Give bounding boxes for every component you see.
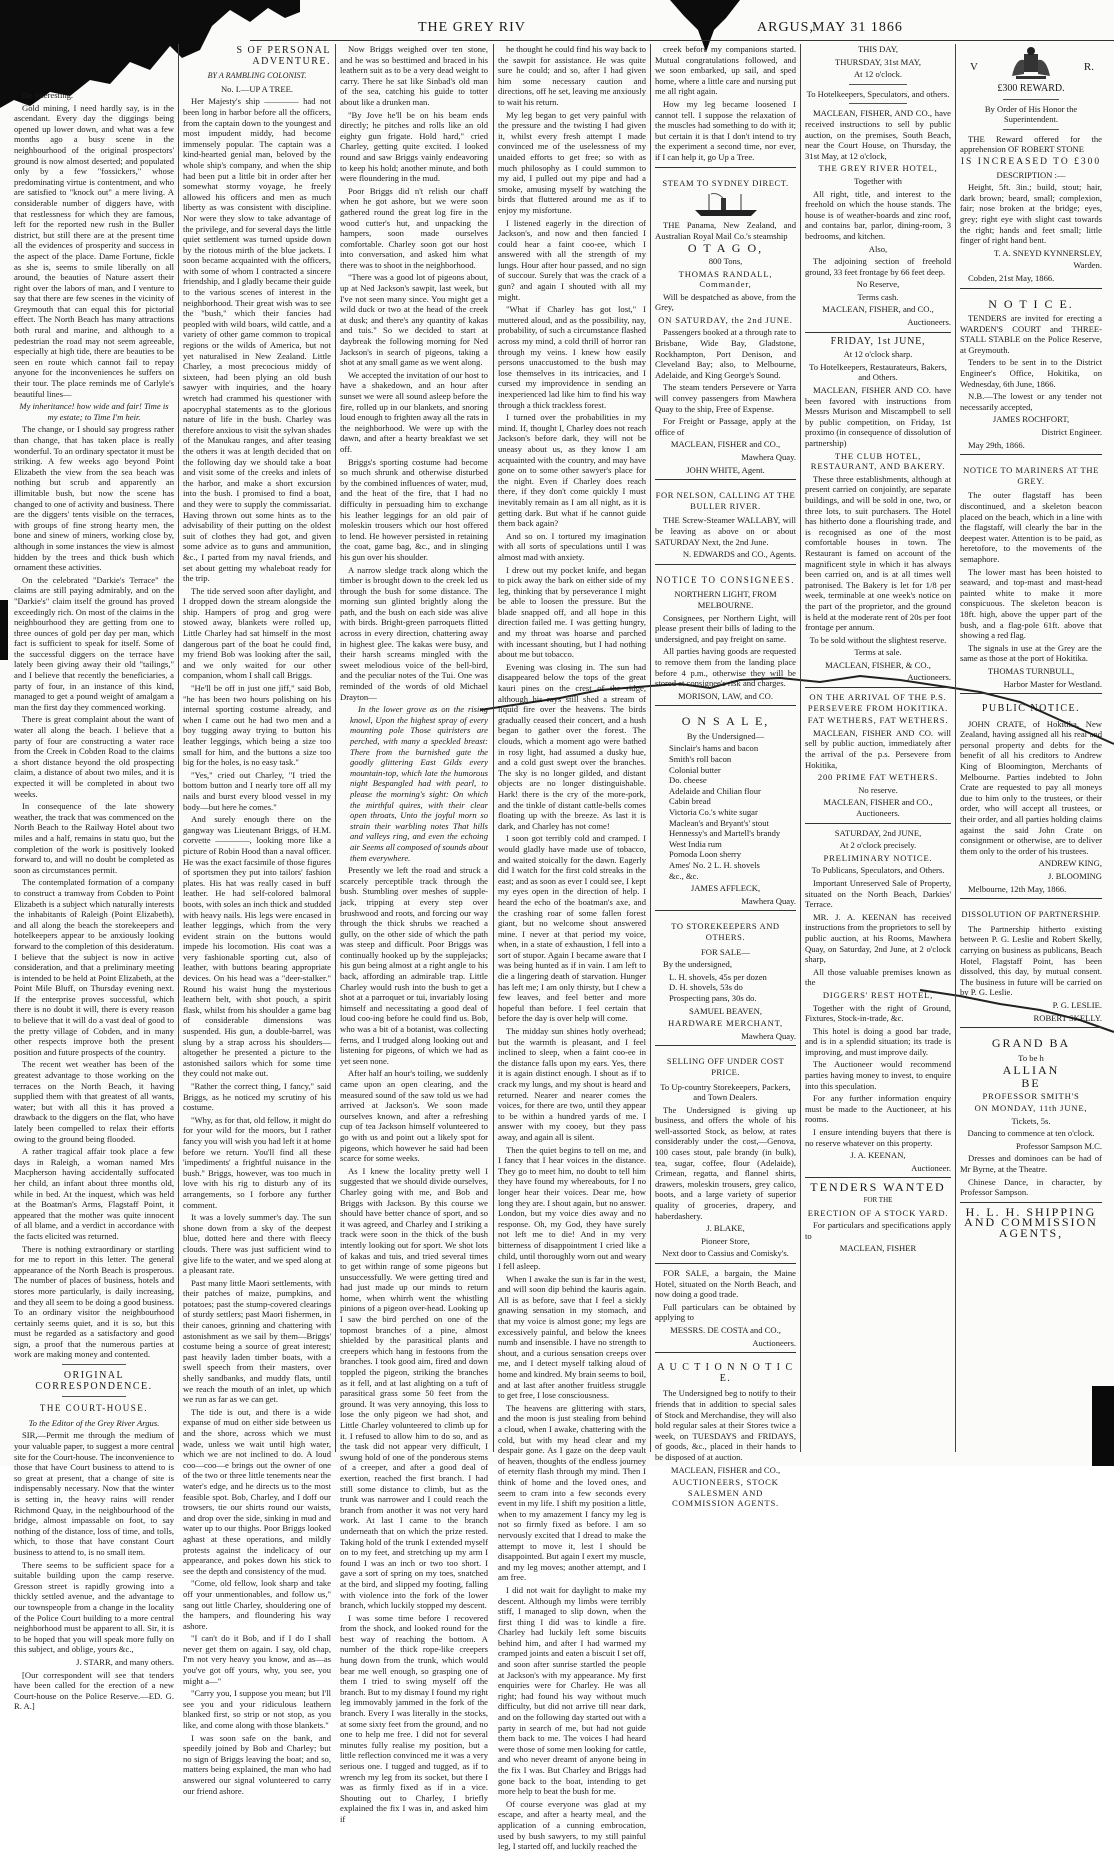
article-paragraph: "There was a good lot of pigeons about, up at Ned Jackson's sawpit, last week, but I've not seen many since. You might get a wild duck or two at the head of the creek at dusk; and there's any quantity of kakas and tuis." So we decided to start at daybreak the following morning for Ned Jackson's in search of pigeons, taking a shot at any small game as we went along. xyxy=(340,272,488,368)
article-paragraph: The recent wet weather has been of the greatest advantage to those working on the terraces on the North Beach, it having supplied them with that greatest of all wants, water; but with all this it has proved a drawback to the diggers on the flat, who have lately been compelled to relax their efforts owing to the ground being flooded. xyxy=(14,1059,174,1144)
article-paragraph: I did not wait for daylight to make my descent. Although my limbs were terribly stiff, I managed to slip down, when the first thing I did was to kindle a fire. Charley had luckily left some biscuits behind him, and after I had warmed my cramped joints and eaten a biscuit I set off, and soon after sunrise startled the people at Jackson's with my appearance. My first enquiries were for Charley. He was all right; had found his way without much difficulty, but did not arrive till near dark, and on the following day started out with a party in search of me, but had not guide them back to me. The voices I had heard were those of some men looking for cattle, and who never dreamt of anyone being in the fix I was. But Charley and Briggs had gone back to the boat, intending to get more help to beat the bush for me. xyxy=(498,1584,646,1797)
ad-text: ERECTION OF A STOCK YARD. xyxy=(807,1207,949,1218)
ad-signature: JOHN WHITE, Agent. xyxy=(686,464,765,475)
article-paragraph: I drew out my pocket knife, and began to pick away the bark on either side of my leg, thinking that by perseverance I might be able to loosen the pressure. But the blade snapped off, and all hope in this direction failed me. I was getting hungry, and my throat was hoarse and parched with incessant shouting, but I had nothing about me but tobacco. xyxy=(498,564,646,660)
article-paragraph: I listened eagerly in the direction of Jackson's, and now and then fancied I could hear a faint coo-ee, which I answered with all the strength of my lungs. Hour after hour passed, and no sign of succour. Surely that was the crack of a gun? and again I shouted with all my might. xyxy=(498,217,646,302)
article-paragraph: Her Majesty's ship ———— had not been long in harbor before all the officers, from the captain down to the youngest and most impudent middy, had become immensely popular. The captain was a kind-hearted genial man, beloved by the whole ship's company, and when the ship had been put a little bit in order after her somewhat stormy voyage, he freely allowed his officers and men as much liberty as was consistent with discipline. Nor were they slow to take advantage of the privilege, and for several days the little quiet settlement was turned upside down by the riotous mirth of the blue jackets. I soon became acquainted with the officers, with some of whom I contracted a sincere friendship, and I gladly became their guide to the various scenes of interest in the neighborhood. Their great wish was to see the "bush," which their fancies had peopled with wild boars, wild cattle, and a variety of other game common to tropical regions or the wilds of America, but not yet naturalised in New Zealand. Little Charley, a most precocious middy of sixteen, had been plying an old bush sawyer with inquiries, and the hoary wretch had crammed his questioner with apocryphal statements as to the glorious nature of life in the bush. Charley was therefore anxious to visit the sylvan shades of the Manukau ranges, and after teasing the others it was at length decided that on the following day we should take a boat and visit some of the creeks and inlets of the harbor, and make a short excursion into the bush. I promised to find a boat, and they were to supply the commissariat. Having thrown out some hints as to the advisability of their putting on the oldest suit of clothes they had got, and given some advice as to guns and ammunition, &c., I parted from my naval friends, and set about getting my whaleboat ready for the trip. xyxy=(183,96,331,584)
separator xyxy=(849,103,907,104)
ad-heading: TENDERS WANTED xyxy=(810,1180,946,1195)
ad-subheading: FOR SALE— xyxy=(701,946,750,957)
ad-signature: ANDREW KING, xyxy=(1038,858,1102,869)
ad-text: For particulars and specifications apply to xyxy=(805,1220,951,1241)
article-paragraph: My leg began to get very painful with the pressure and the twisting I had given it, whilst every fresh attempt I made convinced me of the uselessness of my unaided efforts to get free; so with as much philosophy as I could summon to my aid, I pulled out my pipe and had a smoke, amusing myself by watching the birds that fluttered around me as if to enjoy my misfortune. xyxy=(498,109,646,215)
ad-text: MR. J. A. KEENAN has received instructions from the proprietors to sell by public auction, at his Rooms, Mawhera Quay, on Saturday, 2nd June, at 2 o'clock sharp, xyxy=(805,911,951,965)
ad-text: For Freight or Passage, apply at the office of xyxy=(655,416,796,437)
ad-text: For any further information enquiry must be made to the Auctioneer, at his rooms. xyxy=(805,1093,951,1125)
ad-text: Consignees, per Northern Light, will please present their bills of lading to the undersigned, and pay freight on same. xyxy=(655,612,796,644)
crest-letter-left: V xyxy=(970,61,978,73)
list-item: L. H. shovels, 45s per dozen xyxy=(669,971,767,982)
ad-signature: P. G. LESLIE. xyxy=(1052,999,1102,1010)
ad-signature: SAMUEL BEAVEN, xyxy=(688,1005,763,1016)
ad-text: The Partnership hitherto existing between P. G. Leslie and Robert Skelly, carrying on business as publicans, Beach Hotel, Flagstaff Point, has been dissolved, this day, by mutual consent. The business in future will be carried on by P. G. Leslie. xyxy=(960,923,1102,998)
ad-text: N.B.—The lowest or any tender not necessarily accepted, xyxy=(960,391,1102,412)
ad-signature: Auctioneers. xyxy=(907,317,951,328)
ad-text: Chinese Dance, in character, by Professor Sampson. xyxy=(960,1176,1102,1198)
ad-signature: Mawhera Quay. xyxy=(741,452,796,462)
article-paragraph: Gold mining, I need hardly say, is in the ascendant. Every day the diggings being opened up lower down, and what was a few months ago a busy scene in the neighbourhood of the original prospectors' ground is now almost deserted; and populated only by a few "fossickers," whose predominating virtue is contentment, and who are satisfied to "knock out" a mere living. A considerable number of diggers have, with that restlessness for which they are famous, left for the reported new rush in the Buller district, but still there are at the present time all the evidences of prosperity and success in the aspect of the place. Dame Fortune, fickle as she is, seems to smile liberally on all around, the beauties of Nature assert their right over the labors of man, and I venture to say that there are few scenes in the vicinity of Greymouth that can equal this for pictorial effect. The North Beach has many attractions both rural and marine, and although to a pedestrian the road may not seem agreeable, especially at high tide, there are beauties to be seen en route which cannot fail to repay anyone for the inconveniences he suffers on their tour. The place reminds me of Carlyle's beautiful lines— xyxy=(14,102,174,399)
ad-text: All parties having goods are requested to remove them from the landing place before 4 p.m., otherwise they will be stored at consignee's risk and charges. xyxy=(655,646,796,689)
ad-text: Tenders to be sent in to the District Engineer's Office, Hokitika, on Wednesday, 6th June, 1866. xyxy=(960,357,1102,389)
ad-text: May 29th, 1866. xyxy=(968,439,1025,450)
article-heading: S OF PERSONAL ADVENTURE. xyxy=(236,45,331,67)
article-paragraph: "By Jove he'll be on his beam ends directly; he pitches and rolls like an old eighty gun frigate. Hold hard," cried Charley, getting quite excited. I looked round and saw Briggs vainly endeavoring to keep his hold; another minute, and both were floundering in the mud. xyxy=(340,109,488,184)
ad-text: Together with the right of Ground, Fixtures, Stock-in-trade, &c. xyxy=(805,1002,951,1024)
ad-text: Dancing to commence at ten o'clock. xyxy=(967,1128,1095,1139)
section-heading: ORIGINAL CORRESPONDENCE. xyxy=(35,1370,153,1392)
ad-text: The adjoining section of freehold ground, 33 feet frontage by 66 feet deep. xyxy=(805,256,951,277)
masthead-rule xyxy=(250,40,1114,41)
ad-tenders-wanted xyxy=(805,1177,951,1254)
separator xyxy=(1003,99,1060,100)
ad-text: PROFESSOR SMITH'S xyxy=(982,1090,1080,1101)
ad-heading: ON THE ARRIVAL OF THE P.S. PERSEVERE FROM HOKITIKA. xyxy=(807,692,949,713)
ad-text: The outer flagstaff has been discontinued, and a skeleton beacon placed on the beach, which in a line with the flagstaff, will clearly the bar in the deepest water. Attention is to be paid, as heretofore, to the movements of the semaphore. xyxy=(960,490,1102,564)
ad-dissolution xyxy=(960,898,1102,1023)
ad-fat-wethers xyxy=(805,687,951,819)
verse-quote: My inheritance! how wide and fair! Time is my estate; to Time I'm heir. xyxy=(19,401,169,422)
ad-text: Height, 5ft. 3in.; build, stout; hair, dark brown; beard, small; complexion, fair; nose broken at the bridge; eyes, grey; right eye with slight cast towards the right; hands and feet small; little finger of right hand bent. xyxy=(960,182,1102,246)
property-name: DIGGERS' REST HOTEL, xyxy=(822,989,934,1000)
article-paragraph: "Yes," cried out Charley, "I tried the bottom button and I nearly tore off all my nails and burst every blood vessel in my body—but here he comes." xyxy=(183,769,331,812)
column-rule xyxy=(650,44,651,1452)
article-paragraph: There is great complaint about the want of water all along the beach. I believe that a party of four are constructing a water race from the Creek in Cobden Road to the claims a short distance beyond the old prospecting claim, a distance of about two miles, and it is expected it will be completed in about two weeks. xyxy=(14,714,174,799)
article-paragraph: There is nothing extraordinary or startling for me to report in this letter. The general appearance of the North Beach is prosperous. The number of places of business, hotels and stores more particularly, is daily increasing, and they all seem to be doing a good business. To an ordinary visitor the neighbourhood certainly seems quiet, and it is so, but this must be regarded as a satisfactory and good sign, a proof that the numerous parties at work are making money and contented. xyxy=(14,1243,174,1360)
ad-text: 200 PRIME FAT WETHERS. xyxy=(817,772,939,783)
ad-signature: Mawhera Quay. xyxy=(741,895,796,906)
ad-heading: SELLING OFF UNDER COST PRICE. xyxy=(666,1056,785,1077)
royal-coat-of-arms-icon xyxy=(1006,46,1056,82)
ad-text: The signals in use at the Grey are the same as those at the port of Hokitika. xyxy=(960,642,1102,664)
article-paragraph: Presently we left the road and struck a scarcely perceptible track through the bush. Stumbling over meshes of supple-jack, tripping at every step over brushwood and roots, and forcing our way through the thick shrubs we reached a gully, on the other side of which the path was steep and difficult. Poor Briggs was continually hooked up by the supplejacks; his gun being almost at a right angle to his back, affording an admirable trap. Little Charley would rush into the bush to get a shot at a parroquet or tui, invariably losing himself and necessitating a good deal of loud coo-ing before he could find us. Bob, who was a bit of a botanist, was collecting ferns, and I trudged along looking out and listening for pigeons, of which we had as yet seen none. xyxy=(340,865,488,1066)
ad-signature: Auctioneer. xyxy=(911,1162,951,1173)
ad-signature: Mawhera Quay. xyxy=(741,1030,796,1041)
ad-notice-mariners xyxy=(960,454,1102,689)
list-item: Do. cheese xyxy=(669,775,707,786)
ad-notice-tenders xyxy=(960,288,1102,451)
ad-heading: TO STOREKEEPERS AND OTHERS. xyxy=(671,921,780,942)
article-paragraph: Then the quiet begins to tell on me, and I fancy that I hear voices in the distance. They go to meet him, no doubt to tell him they have found my whereabouts, for I no longer hear their voices. Dear me, how long they are. I shout again, but no answer. London, but my voice dies away and no response. Oh, my God, they have surely not left me to die! And in my very bitterness of disappointment I cried like a child, until thoroughly worn out and weary I fell asleep. xyxy=(498,1144,646,1272)
ad-signature: MACLEAN, FISHER and CO., xyxy=(670,1464,781,1475)
list-item: D. H. shovels, 53s do xyxy=(669,982,743,993)
separator xyxy=(62,1364,126,1365)
column-rule xyxy=(955,44,956,1452)
editor-note: [Our correspondent will see that tenders have been called for the erection of a new Court-house on the Police Reserve.—ED. G. R. A.] xyxy=(14,1669,174,1712)
article-paragraph: The heavens are glittering with stars, and the moon is just stealing from behind a cloud, when I awake, chattering with the cold, but with my head clear and my despair gone. As I gaze on the deep vault of heaven, thoughts of the endless journey of eternity flash through my mind. Then I think of home and the loved ones, and seem to cram into a few seconds every event in my life. I shift my position a little, when to my amazement I fancy my leg is not so firmly fixed as before. I am so nervously excited that I dread to make the attempt to move it, lest I should be disappointed. But again I exert my muscle, and my leg moves; another attempt, and I am free. xyxy=(498,1402,646,1583)
ad-heading: N O T I C E. xyxy=(988,296,1074,311)
ad-date: ON MONDAY, 11th JUNE, xyxy=(974,1103,1088,1114)
article-paragraph: Of course everyone was glad at my escape, and after a hearty meal, and the application of a cunning embrocation, used by bush sawyers, to my still painful leg, I started off, and luckily reached the xyxy=(498,1798,646,1852)
masthead-title-left: THE GREY RIV xyxy=(418,20,526,35)
article-paragraph: Now Briggs weighed over ten stone, and he was so besttimed and braced in his leathern suit as to be a very dead weight to carry. There he sat like Sinbad's old man of the sea, catching his guide to totter about like a drunken man. xyxy=(340,44,488,107)
ad-heading: A U C T I O N N O T I C E. xyxy=(657,1362,794,1384)
list-item: Adelaide and Chilian flour xyxy=(669,785,761,796)
ad-signature: AUCTIONEERS, STOCK SALESMEN AND COMMISSION AGENTS. xyxy=(671,1477,780,1509)
royal-crest-block xyxy=(960,44,1102,84)
ad-text: These three establishments, although at present carried on conjointly, are separate buildings, and will be sold in one, two, or three lots, to suit purchasers. The Hotel has hitherto done a flourishing trade, and is recognised as one of the most comfortable houses in town. The Restaurant is famed on account of the magnificent style in which it has always been carried on, and is at all times well patronised. The Bakery is let for 1/8 per week, terminable at one week's notice on the part of the proprietor, and the ground is held at the moderate rent of 20s per foot frontage per annum. xyxy=(805,473,951,633)
ad-for-sale-hotel xyxy=(655,1263,796,1348)
ad-signature: Harbor Master for Westland. xyxy=(1003,678,1102,689)
article-paragraph: The midday sun shines hotly overhead; but the warmth is pleasant, and I feel inclined to sleep, when a faint coo-ee in the distance falls upon my ears. Yes, there it is again distinct enough. I shout as if to crack my lungs, and my shout is heard and returned. Nearer and nearer comes the voices, for there are two, until they appear to be within a hundred yards of me. I answer with my cooey, but they pass away, and again all is silent. xyxy=(498,1026,646,1142)
ad-text: No reserve. xyxy=(858,784,898,795)
ad-consignees xyxy=(655,564,796,702)
ad-text: ALLIAN xyxy=(1002,1063,1060,1078)
ad-date: THURSDAY, 31st MAY, xyxy=(835,56,921,67)
ad-text: JOHN CRATE, of Hokitika, New Zealand, having assigned all his real and personal property and debts for the benefit of all his creditors to Andrew King of Bloomington, Merchants of Melbourne. Parties indebted to John Crate are requested to pay all moneys due to him only to the trustees, or their order, who will accept all trustees, or their order, and all parties holding claims against the said John Crate on consignment or otherwise, are to deliver them only to the order of his trustees. xyxy=(960,718,1102,856)
ad-subheading: NORTHERN LIGHT, FROM MELBOURNE. xyxy=(674,589,777,610)
separator xyxy=(62,1396,126,1397)
ad-text: Important Unreserved Sale of Property, situated on the North Beach, Darkies' Terrace. xyxy=(805,877,951,910)
sub-heading: THE COURT-HOUSE. xyxy=(39,1403,149,1414)
article-paragraph: the interesting. xyxy=(22,90,74,100)
article-paragraph: "What if Charley has got lost," I muttered aloud, and as the possibility, nay, probability, of such a circumstance flashed across my mind, a cold thrill of horror ran through my veins. I knew how easily persons unaccustomed to the bush may lose themselves in its intricacies, and I cursed my improvidence in sending an inexperienced lad like him to find his way through a thick trackless forest. xyxy=(498,304,646,410)
column-rule xyxy=(800,44,801,1452)
separator xyxy=(849,84,907,85)
article-paragraph: A narrow sledge track along which the timber is brought down to the creek led us through the bush for some distance. The morning sun glinted brightly along the path, and the bush on each side was alive with birds. Bright-green parroquets flitted across in every direction, chattering away in highest glee. The kakas were busy, and their harsh screams mingled with the sweet melodious voice of the bell-bird, and the peculiar notes of the Tui. One was reminded of the words of old Michael Drayton— xyxy=(340,564,488,702)
ad-text: To be sold without the slightest reserve. xyxy=(809,634,947,645)
ad-signature: MESSRS. DE COSTA and CO., xyxy=(670,1324,781,1335)
article-paragraph: In consequence of the late showery weather, the track that was commenced on the North Beach to the Railway Hotel about two miles and a half, remains in statu quo, but the completion of the work is positively looked forward to, and will no doubt be completed as soon as circumstances permit. xyxy=(14,801,174,875)
ad-signature: MACLEAN, FISHER, & CO., xyxy=(825,659,931,670)
ad-signature: THOMAS TURNBULL, xyxy=(987,665,1075,676)
ad-text: I ensure intending buyers that there is no reserve whatever on this property. xyxy=(805,1127,951,1148)
article-paragraph: "Rather the correct thing, I fancy," said Briggs, as he noticed my scrutiny of his costume. xyxy=(183,1081,331,1113)
ad-text: MACLEAN, FISHER, AND CO., have received instructions to sell by public auction, on the premises, South Beach, near the Court House, on Thursday, the 31st May, at 12 o'clock, xyxy=(805,108,951,161)
ad-text: This hotel is doing a good bar trade, and is in a splendid situation; its trade is improving, and must improve daily. xyxy=(805,1025,951,1057)
ad-signature: District Engineer. xyxy=(1041,427,1102,438)
ad-on-sale xyxy=(655,705,796,906)
ad-nelson xyxy=(655,479,796,560)
list-item: Maclean's and Bryant's' stout xyxy=(669,817,769,828)
ad-text: The Auctioneer would recommend parties having money to invest, to enquire into this speculation. xyxy=(805,1059,951,1091)
ad-date: SATURDAY, 2nd JUNE, xyxy=(834,827,922,838)
ad-signature: HARDWARE MERCHANT, xyxy=(668,1018,783,1029)
ad-text: All those valuable premises known as the xyxy=(805,966,951,988)
ad-text: At 2 o'clock precisely. xyxy=(839,840,917,851)
article-paragraph: "Come, old fellow, look sharp and take off your unmentionables, and follow us," sang out little Charley, shouldering one of the hampers, and floundering his way ashore. xyxy=(183,1578,331,1631)
column-3 xyxy=(340,44,488,1824)
masthead-title-right: ARGUS, xyxy=(757,20,814,35)
ad-signature: J. BLOOMING xyxy=(1048,871,1102,881)
ad-text: By the undersigned, xyxy=(663,959,732,970)
ad-text: Dresses and dominoes can be had of Mr Byrne, at the Theatre. xyxy=(960,1153,1102,1175)
article-byline: BY A RAMBLING COLONIST. xyxy=(207,71,307,81)
ad-date: ON SATURDAY, the 2nd JUNE. xyxy=(658,314,793,325)
crest-letter-right: R. xyxy=(1083,61,1094,73)
ad-signature: J. A. KEENAN, xyxy=(850,1150,906,1161)
property-name: THE GREY RIVER HOTEL, xyxy=(818,163,938,174)
ad-date: FRIDAY, 1st JUNE, xyxy=(830,335,926,347)
list-item: Hennessy's and Martell's brandy xyxy=(669,828,781,839)
article-paragraph: When I awake the sun is far in the west, and will soon dip behind the kauris again. All is as before, save that I feel a sickly gnawing sensation in my stomach, and that my voice is almost gone; my legs are excessively painful, and below the knees numb and insensible. I have no strength to shout, and a curious sensation creeps over me, and I detect myself talking aloud of home and kindred. My brain seems to boil, and at last after another fruitless struggle to get free, I lose consciousness. xyxy=(498,1273,646,1401)
column-2 xyxy=(183,44,331,1796)
column-1 xyxy=(14,90,174,1712)
ad-text: The Undersigned beg to notify to their friends that in addition to special sales of Stock and Merchandise, they will also hold regular sales at their Stores twice a week, on TUESDAYS and FRIDAYS, of goods, &c., placed in their hands to be disposed of at auction. xyxy=(655,1388,796,1462)
ad-text: At 12 o'clock. xyxy=(853,69,903,80)
ad-text: THE Screw-Steamer WALLABY, will be leaving as above on or about SATURDAY Next, the 2nd June. xyxy=(655,515,796,547)
ad-signature: Auctioneers. xyxy=(752,1337,796,1348)
ad-heading: NOTICE TO CONSIGNEES. xyxy=(656,574,795,585)
sale-list xyxy=(669,972,796,1004)
column-7 xyxy=(960,44,1102,1452)
ad-club-hotel xyxy=(805,332,951,683)
property-name: THE CLUB HOTEL, RESTAURANT, AND BAKERY. xyxy=(810,450,946,472)
ad-signature: Next door to Cassius and Comisky's. xyxy=(662,1248,789,1259)
list-item: Sinclair's hams and bacon xyxy=(669,743,759,754)
ad-heading: DISSOLUTION OF PARTNERSHIP. xyxy=(961,909,1101,920)
article-paragraph: The contemplated formation of a company to construct a tramway from Cobden to Point Elizabeth is a subject which naturally interests the inhabitants of Raleigh (Point Elizabeth), and all along the beach the storekeepers and hotelkeepers appear to be anxiously looking forward to the completion of this desideratum. I believe that the subject is now in active consideration, and that a preliminary meeting is intended to be held at Point Elizabeth, at the Point Mile Bluff, on Thursday evening next. If the enterprise proves successful, which there is no doubt it will, there is every reason to believe that it will do a vast deal of good to the pretty village of Cobden, and in many other respects improve both the present position and future prospects of the country. xyxy=(14,877,174,1057)
ink-blot-left xyxy=(0,600,8,660)
ship-name: O T A G O, xyxy=(687,241,764,256)
article-paragraph: Evening was closing in. The sun had disappeared below the tops of the great kauri pines on the crest of the ridge, although his rays still shed a stream of liquid fire over the heavens. The birds gradually ceased their concert, and a hush began to gather over the forest. The clouds, which a moment ago were bathed in rosy light, had assumed a dusky hue, and a cold gust swept over the branches. The sky is no longer gilded, and distant objects are no longer distinguishable. Hark! there is the cry of the more-pork, and the tinkle of distant cattle-bells comes floating up with the breeze. As last it is dark, and Charley has not come! xyxy=(498,661,646,831)
ad-heading: H. L. H. SHIPPING AND COMMISSION AGENTS, xyxy=(964,1204,1098,1241)
reward-heading: £300 REWARD. xyxy=(997,83,1065,94)
list-item: Victoria Co.'s white sugar xyxy=(669,807,758,818)
ad-heading: O N S A L E, xyxy=(681,714,770,729)
ad-text: Together with xyxy=(854,175,902,186)
article-paragraph: The tide served soon after daylight, and I dropped down the stream alongside the ship. Hampers of prog and grog were stowed away, blankets were rolled up, Little Charley had sat himself in the most dangerous part of the boat he could find, my friend Bob was looking after the sail, and we only waited for our other companion, whom I shall call Briggs. xyxy=(183,585,331,681)
ad-public-notice xyxy=(960,693,1102,894)
ad-text: To Hotelkeepers, Restaurateurs, Bakers, and Others. xyxy=(809,361,947,383)
ad-storekeepers xyxy=(655,910,796,1041)
article-paragraph: he thought he could find his way back to the sawpit for assistance. He was quite sure he could; and so, after I had given him some necessary caution and directions, off he set, leaving me anxiously to wait his return. xyxy=(498,44,646,107)
list-item: &c., &c. xyxy=(669,870,699,881)
ad-signature: N. EDWARDS and CO., Agents. xyxy=(682,549,796,560)
ad-text: No Reserve, xyxy=(856,279,900,290)
ad-heading: FOR NELSON, CALLING AT THE BULLER RIVER. xyxy=(655,490,796,511)
ad-text: Also, xyxy=(868,243,888,254)
article-paragraph: And surely enough there on the gangway was Lieutenant Briggs, of H.M. corvette ————, looking more like a picture of Robin Hood than a naval officer. He was the exact facsimile of those figures of sportsmen they put into tailors' fashion plates. His hat was really cased in buff leather. He had self-colored balmoral boots, with soles an inch thick and studded with heavy nails. His legs were encased in leather leggings, which from the very evident strain on the buttons would impede his locomotion. His coat was a very fashionable sporting cut, also of leather, with buttons bearing appropriate devices. On his head was a "deer-stalker." Round his waist hung the mysterious leathern belt, with shot pouch, a spirit flask, whilst from his shoulder a game bag of considerable dimensions was suspended. His gun, a double-barrel, was slung by a strap across his shoulders—altogether he presented a picture to the astonished sailors which for some time they could not make out. xyxy=(183,814,331,1079)
ad-signature: MACLEAN, FISHER and CO., Auctioneers. xyxy=(823,797,933,818)
article-paragraph: We accepted the invitation of our host to have a shakedown, and an hour after sunset we were all sound asleep before the fire, rolled up in our blankets, and snoring loud enough to frighten away all the rats in the neighborhood. We were up with the dawn, and after a hearty breakfast we set off. xyxy=(340,369,488,454)
list-item: Ames' No. 2 L. H. shovels xyxy=(669,860,760,870)
ad-text: Cobden, 21st May, 1866. xyxy=(968,272,1055,283)
ad-text: Passengers booked at a through rate to Brisbane, Wide Bay, Gladstone, Rockhampton, Port Denison, and Cleveland Bay; also, to Melbourne, Adelaide, and King George's Sound. xyxy=(655,327,796,380)
ad-auction-notice xyxy=(655,1352,796,1509)
column-5 xyxy=(655,44,796,1509)
list-item: Pomoda Loon sherry xyxy=(669,849,742,860)
ad-text: The steam tenders Persevere or Yarra will convey passengers from Mawhera Quay to the ship, Free of Expense. xyxy=(655,382,796,414)
ad-signature: MORISON, LAW, and CO. xyxy=(678,690,773,701)
ad-text: Terms cash. xyxy=(857,291,899,302)
ad-text: BE xyxy=(1021,1075,1041,1090)
letter-paragraph: There seems to be sufficient space for a suitable building upon the camp reserve. Gresson street is rapidly growing into a thickly settled avenue, and the advantage to our townspeople from a change in the locality of the Police Court building to a more central neighborhood must be apparent to all. Sir, it is to be hoped that you will speak more fully on this subject, and oblige, yours &c., xyxy=(14,1559,174,1655)
ad-heading: FAT WETHERS, FAT WETHERS. xyxy=(807,715,949,726)
ad-subheading: To Up-country Storekeepers, Packers, and Town Dealers. xyxy=(660,1081,791,1103)
article-paragraph: The change, or I should say progress rather than change, that has taken place is really wonderful. To an ordinary spectator it must be striking. A few weeks ago beyond Point Elizabeth the view from the sea beach was nothing but scrub and apparently an illimitable bush, but now the scene has changed to one of activity and business. There are the diggers' tents visible on the terraces, with groups of fine strong hearty men, the bone and sinew of miners, working close by, although in some instances the view is almost hidden by the trees and thick bush which ornament these activities. xyxy=(14,424,174,573)
ad-signature: Warden. xyxy=(1073,260,1102,271)
ad-text: MACLEAN, FISHER AND CO. have been favored with instructions from Messrs Murison and Miscampbell to sell by public competition, on Friday, 1st proximo (in consequence of dissolution of partnership) xyxy=(805,385,951,448)
article-paragraph: Poor Briggs did n't relish our chaff when he got ashore, but we were soon gathered round the great log fire in the wood cutter's hut, and unpacking the hampers, soon made ourselves comfortable. Charley soon got our host into conversation, and asked him what there was to shoot in the neighborhood. xyxy=(340,185,488,270)
separator xyxy=(1003,129,1060,130)
ad-heading: PRELIMINARY NOTICE. xyxy=(823,852,933,863)
list-item: Smith's roll bacon xyxy=(669,754,732,765)
ad-text: The lower mast has been hoisted to seaward, and top-mast and mast-head painted white to make it more conspicuous. The skeleton beacon is 18ft. high, above the upper part of the bush, and a flag-pole 61ft. above that showing a red flag. xyxy=(960,566,1102,641)
ad-steam-sydney xyxy=(655,167,796,476)
column-4 xyxy=(498,44,646,1852)
list-item: Colonial butter xyxy=(669,764,721,775)
article-paragraph: A rather tragical affair took place a few days in Raleigh, a woman named Mrs Macpherson having accidentally suffocated her child, an infant about three months old, while in bed. At the inquest, which was held at the Boatman's Arms, Flagstaff Point, it appeared that the mother was quite innocent of all blame, and a verdict in accordance with the facts elicited was returned. xyxy=(14,1146,174,1241)
ad-signature: JAMES AFFLECK, xyxy=(690,883,761,894)
ad-signature: JAMES ROCHFORT, xyxy=(992,414,1070,425)
ad-signature: Auctioneers. xyxy=(907,672,951,683)
article-paragraph: As I knew the locality pretty well I suggested that we should divide ourselves, Charley going with me, and Bob and Briggs with Jackson. By this course we should have better chance of sport, and so it was agreed, and Charley and I striking a track were soon in the thick of the bush intently looking out for sport. We shot lots of kakas and tuis, and tried several times to get within range of some pigeons but unsuccessfully. We were getting tired and had just made up our minds to return home, when whirrh went the whistling pinions of a pigeon over-head. Looking up I saw the bird perched on one of the topmost branches of a pine, almost shielded by the parasitical plants and creepers which hang in festoons from the branches. I took good aim, fired and down toppled the pigeon, striking the branches as it fell, and at last alighting on a tuft of parasitical grass some 50 feet from the ground. It was very annoying, this loss to lose the only pigeon we had shot, and Little Charley volunteered to climb up for it. I refused to allow him to do so, and as the task did not appear very difficult, I swung hold of one of the ponderous stems of a creeper, and after a good deal of exertion, reached the first branch. I had still some distance to climb, but as the trunk was narrower and I could reach the branch from another it was not very hard work. At last I came to the branch underneath that on which the prize rested. Taking hold of the trunk I extended myself on to my feet, and stretching up my arm I found I was an inch or two too short. I gave a sort of spring on my toes, snatched at the bird, and slipped my footing, falling with violence into the fork of the lower branch, which luckily stopped my descent. xyxy=(340,1165,488,1611)
article-paragraph: creek before my companions started. Mutual congratulations followed, and we soon embarked, up sail, and sped home, where a little care and nursing put me all right again. xyxy=(655,44,796,97)
ad-signature: T. A. SNEYD KYNNERSLEY, xyxy=(993,247,1102,258)
ad-text: By the Undersigned— xyxy=(686,730,765,741)
article-paragraph: On the celebrated "Darkie's Terrace" the claims are still paying admirably, and on the "Darkie's" claim itself the ground has proved exceedingly rich. On most of the claims in the neighbourhood they are getting from one to three ounces of gold per day per man, which fact is sufficient to speak for itself. Some of the successful diggers on the terrace have lately been giving away their old "tailings," and I believe that recently the beneficiaries, a party of four, in an instance of this kind, managed to get a pound weight of amalgam a man the first day they commenced working. xyxy=(14,574,174,712)
ad-subheading: DESCRIPTION :— xyxy=(996,169,1066,180)
letter-paragraph: SIR,—Permit me through the medium of your valuable paper, to suggest a more central site for the Court-house. The inconvenience to those that have Court business to attend to is so great at present, that a change of site is indispensably necessary. Now that the winter is setting in, the heavy rains will render Richmond Quay, in the neighbourhood of the bridge, almost impassable on foot, to say nothing of the distance, loss of time, and tolls, which, to those that have constant Court business to attend to, is no small item. xyxy=(14,1430,174,1557)
column-rule xyxy=(178,44,179,1452)
article-paragraph: I soon got terribly cold and cramped. I would gladly have made use of tobacco, and waited stoically for the dawn. Eagerly did I watch for the first cold streaks in the east; and as soon as ever I could see, I kept my eyes open in the direction of help. I heard the echo of the boatman's axe, and the crashing roar of some fallen forest giant, but no welcome shout answered mine. I never at that period my voice, when, in a state of exhaustion, I fell into a sort of stupor. Again I became aware that I was being hunted as if in vain. I am left to die a lingering death of starvation. Hunger has left me; I am only thirsty, but I chew a few leaves, and feel better and more hopeful than before. I feel certain that before the day is over help will come. xyxy=(498,833,646,1024)
list-item: Cabin bread xyxy=(669,796,711,807)
article-paragraph: "I can't do it Bob, and if I do I shall never get them on again. I say, old chap, I'm not very heavy you know, and as—as you've got off yours, why, you see, you might a—" xyxy=(183,1633,331,1686)
ad-text: The Undersigned is giving up business, and offers the whole of his well-assorted Stock, as below, at rates considerably under the cost,—Genova, 100 cases stout, pale brandy (in bulk), tea, sugar, coffee, flour (Adelaide), Crimean, regatta, and flannel shirts, drawers, moleskin trousers, grey calico, boots, and a large variety of superior quality of groceries, drapery, and haberdashery. xyxy=(655,1104,796,1221)
article-paragraph: I was some time before I recovered from the shock, and looked round for the best way of reaching the bottom. A number of the thick rope-like creepers hung down from the trunk, which would bear me well enough, so grasping one of them I tried to swing myself off the branch. But to my dismay I found my right leg immovably jammed in the fork of the branch. Every I was literally in the stocks, at some sixty feet from the ground, and no one to help me free. I did not for several minutes fully realise my position, but a little reflection convinced me it was a very serious one. I tugged and tugged, as if to wrench my leg from its socket, but there I was as firmly fixed as if in a vice. Shouting out to Charley, I briefly explained the fix I was in, and asked him if xyxy=(340,1612,488,1824)
ad-text: THOMAS RANDALL, Commander, xyxy=(678,268,773,290)
ad-text: By Order of His Honor the Superintendent. xyxy=(984,103,1078,125)
verse-quote: In the lower grove as on the rising knowl, Upon the highest spray of every mounting pole Those quiristers are perched, with many a speckled breast: There from the burnished gate the goodly glittering East Gilds every mountain-top, which late the humorous night Bespangled had with pearl, to please the morning's sight: On which the mirthful quires, with their clear open throats, Unto the joyful morn so strain their warbling notes That hills and valleys ring, and even the echoing air Seems all composed of sounds about them everywhere. xyxy=(350,704,488,863)
letter-addressee: To the Editor of the Grey River Argus. xyxy=(28,1417,160,1428)
reward-amount: IS INCREASED TO £300 xyxy=(960,156,1102,167)
ad-text: MACLEAN, FISHER AND CO. will sell by public auction, immediately after the arrival of the p.s. Persevere from Hokitika, xyxy=(805,727,951,770)
list-item: West India rum xyxy=(669,838,722,849)
masthead xyxy=(0,18,1114,40)
ad-signature: ROBERT SKELLY. xyxy=(1033,1012,1102,1023)
article-paragraph: I turned over the probabilities in my mind. If, thought I, Charley does not reach Jackson's before dark, they will not be uneasy about us, as they know I am acquainted with the country, and may have gone on to some other sawyer's place for the night. Even if Charley does reach there, if they don't come quickly I must inevitably remain as I am all night, as it is getting dark. But what if he cannot guide them back again? xyxy=(498,412,646,529)
ad-shipping-agents xyxy=(960,1202,1102,1239)
sale-list xyxy=(669,743,796,881)
ad-text: To Hotelkeepers, Speculators, and others. xyxy=(806,88,950,99)
article-paragraph: "Why, as for that, old fellow, it might do for your wild for the moors, but I rather fancy you will wish you had left it at home before we return. You'll find all these 'impediments' a frightful nuisance in the bush." Briggs, however, was too much in love with his rig to disturb any of its arrangements, so I forbore any further comment. xyxy=(183,1114,331,1210)
article-paragraph: I was soon safe on the bank, and speedily joined by Bob and Charley; but no sign of Briggs leaving the boat; and so, matters being explained, the man who had answered our signal volunteered to carry our friend ashore. xyxy=(183,1732,331,1796)
ad-text: FOR THE xyxy=(863,1196,893,1204)
article-paragraph: And so on. I tortured my imagination with all sorts of speculations until I was almost mad with anxiety. xyxy=(498,530,646,562)
ad-text: Will be despatched as above, from the Grey, xyxy=(655,291,796,313)
list-item: Prospecting pans, 30s do. xyxy=(669,992,757,1003)
article-paragraph: "He'll be off in just one jiff," said Bob, "he has been two hours polishing on his internal sporting costume already, and when I came out he had two men and a boy tugging away trying to button his leather leggings, which being a size too small for him, and the buttons a size too big for the holes, is no easy task." xyxy=(183,683,331,768)
ad-text: To be h xyxy=(1018,1052,1044,1063)
article-paragraph: It was a lovely summer's day. The sun shone down from a sky of the deepest blue, dotted here and there with fleecy clouds. There was just sufficient wind to give life to the water, and we sped along at a pleasant rate. xyxy=(183,1212,331,1276)
ad-grand-ball xyxy=(960,1027,1102,1198)
ad-signature: MACLEAN, FISHER and CO., xyxy=(670,439,781,450)
chapter-heading: No. I.—UP A TREE. xyxy=(220,83,294,94)
ad-text: FOR SALE, a bargain, the Maine Hotel, situated on the North Beach, and now doing a good trade. xyxy=(655,1268,796,1300)
ad-text: Tickets, 5s. xyxy=(1011,1115,1051,1126)
article-paragraph: "Carry you, I suppose you mean; but I'll see you and your ridiculous leathern blanked first, so strip or not stop, as you like, and come along with those blankets." xyxy=(183,1688,331,1731)
ad-signature: Professor Sampson M.C. xyxy=(1016,1140,1102,1151)
ad-signature: J. BLAKE, xyxy=(706,1223,745,1234)
ad-signature: MACLEAN, FISHER, and CO., xyxy=(822,304,934,315)
ad-text: Terms at sale. xyxy=(854,647,902,658)
steamship-icon xyxy=(691,192,761,218)
ad-text: THE Reward offered for the apprehension OF ROBERT STONE xyxy=(960,133,1102,155)
ad-text: THE Panama, New Zealand, and Australian Royal Mail Co.'s steamship xyxy=(655,220,796,241)
ad-text: Full particulars can be obtained by applying to xyxy=(655,1301,796,1323)
masthead-date: MAY 31 1866 xyxy=(812,20,903,35)
ad-diggers-rest xyxy=(805,823,951,1174)
ad-text: To Publicans, Speculators, and Others. xyxy=(811,865,945,876)
ad-selling-off xyxy=(655,1045,796,1259)
ad-heading: PUBLIC NOTICE. xyxy=(981,703,1081,715)
article-paragraph: Past many little Maori settlements, with their patches of maize, pumpkins, and potatoes; past the stump-covered clearings of sturdy settlers; past Maori fishermen, in their canoes, grinning and chattering with astonishment as we sail by them—Briggs' costume being a source of great interest; past heavily laden timber boats, with a swell speech from their masters, over shelly sandbanks, and muddy flats, until we reach the mouth of an inlet, up which we run as far as we can get. xyxy=(183,1277,331,1405)
ad-text: All right, title, and interest to the freehold on which the house stands. The house is of weather-boards and zinc roof, and contains bar, parlor, dining-room, 3 bedrooms, and kitchen. xyxy=(805,188,951,241)
ad-heading: STEAM TO SYDNEY DIRECT. xyxy=(662,177,789,188)
ad-signature: MACLEAN, FISHER xyxy=(839,1243,917,1254)
ad-text: At 12 o'clock sharp. xyxy=(843,349,913,360)
column-rule xyxy=(335,44,336,1452)
ad-text: TENDERS are invited for erecting a WARDEN'S COURT and THREE-STALL STABLE on the Police Reserve, at Greymouth. xyxy=(960,313,1102,355)
article-paragraph: After half an hour's toiling, we suddenly came upon an open clearing, and the measured sound of the saw told us we had arrived at Jackson's. We soon made ourselves known, and after a refreshing cup of tea Jackson himself volunteered to go with us and point out a likely spot for pigeons, which however he said had been scarce for some weeks. xyxy=(340,1068,488,1164)
ad-text: Melbourne, 12th May, 1866. xyxy=(968,883,1067,894)
column-rule xyxy=(493,44,494,1452)
ad-heading: GRAND BA xyxy=(991,1036,1071,1051)
article-paragraph: The tide is out, and there is a wide expanse of mud on either side between us and the shore, across which we must wade, unless we wait until high water, which we are not inclined to do. A loud coo—coo—e brings out the owner of one of the two or three little tenements near the water's edge, and he directs us to the most feasible spot. Bob, Charley, and I doff our trowsers, tie our shirts round our waists, and drop over the side, sinking in mud and water up to our thighs. Poor Briggs looked aghast at these operations, and mildly protests against the indelicacy of our appearance, and pokes down his stick to see the depth and consistency of the mud. xyxy=(183,1406,331,1576)
ad-heading: THIS DAY, xyxy=(857,44,899,54)
letter-signature: J. STARR, and many others. xyxy=(76,1656,174,1667)
article-paragraph: How my leg became loosened I cannot tell. I suppose the relaxation of the muscles had something to do with it; but certain it is that I don't intend to try the experiment a second time, nor ever, if I can help it, go Up a Tree. xyxy=(655,98,796,162)
article-paragraph: Briggs's sporting costume had become so much shrunk and otherwise disturbed by the combined influences of water, mud, and the heat of the fire, that I had no difficulty in persuading him to exchange his leather leggings for an old pair of moleskin trousers which our host offered to lend. He however persisted in retaining the coat, game bag, &c., and in slinging his gun over his shoulder. xyxy=(340,456,488,562)
ad-text: 800 Tons, xyxy=(708,255,743,266)
column-6 xyxy=(805,44,951,1452)
ad-heading: NOTICE TO MARINERS AT THE GREY. xyxy=(963,465,1099,486)
ad-signature: Pioneer Store, xyxy=(701,1235,750,1246)
